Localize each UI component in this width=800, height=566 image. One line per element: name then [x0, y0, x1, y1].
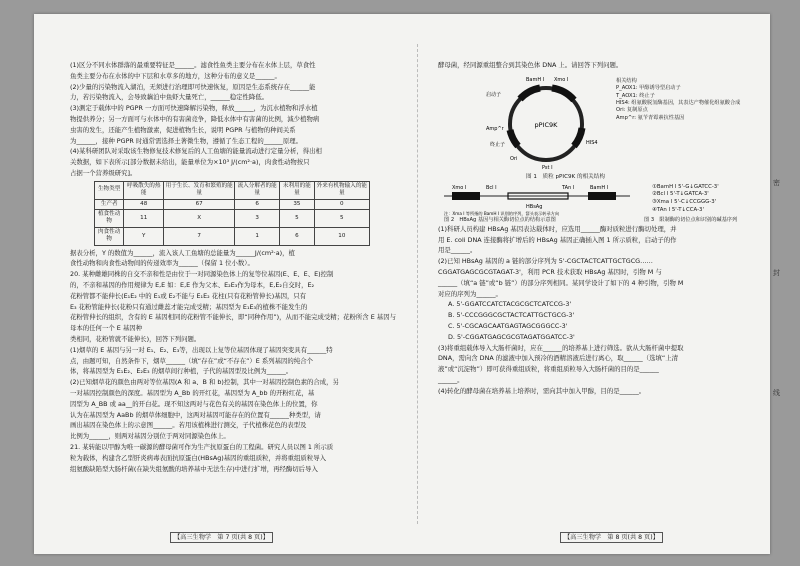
table-row — [95, 199, 370, 209]
q21-intro: 酵母菌，经同源重组整合到其染色体 DNA 上。请回答下列问题。 — [438, 61, 623, 69]
question-line: (4)转化的酵母菌在培养基上培养时，需向其中加入甲醇，目的是______。 — [438, 386, 646, 395]
gene-map-diagram — [438, 182, 638, 216]
svg-text:Xmo I: Xmo I — [452, 184, 467, 191]
side-mark-feng: 封 — [773, 269, 780, 277]
legend-item: Ori: 复制原点 — [616, 107, 648, 114]
table-cell: 1 — [235, 227, 280, 245]
label-ori: Ori — [510, 155, 518, 162]
legend-item: HIS4: 组氨酸脱氢酶基因，其表达产物催化组氨酸合成 — [616, 100, 741, 107]
bamhi-block — [588, 192, 616, 200]
side-mark-xian: 线 — [773, 389, 780, 397]
question-line: CGGATGAGCGCGTAGAT-3'，利用 PCR 技术获取 HBsAg 基因时，引物 M 与 — [438, 267, 662, 276]
label-xmoi: Xmo I — [554, 76, 569, 83]
question-line: 21. 某转能以甲醇为唯一碳源的酵母菌可作为生产抗原蛋白的工程菌。研究人员以图 1 所示质 — [70, 442, 334, 451]
table-header: 生物类型 — [95, 181, 124, 199]
question-line: 认为在基因型为 AaBb 的烟草体细胞中，这两对基因可能存在的位置有______种类型，请 — [70, 410, 321, 419]
svg-text:HBsAg: HBsAg — [526, 203, 543, 210]
question-line: D. 5'-CGGATGAGCGCGTAGATGGATCC-3' — [448, 332, 575, 341]
question-line: C. 5'-CGCAGCAATGAGTAGCGGGCC-3' — [448, 321, 568, 330]
label-psti: Pst I — [542, 164, 553, 171]
question-line: B. 5'-CCCGGGCGCTACTCATTGCTGCG-3' — [448, 311, 575, 320]
question-line: 食性动物和肉食性动物间的传递效率为______（保留 1 位小数）。 — [70, 259, 254, 268]
legend-item: T_AOX1: 终止子 — [616, 92, 655, 99]
svg-text:TAn I: TAn I — [562, 184, 575, 191]
exam-sheet — [34, 14, 770, 554]
question-line: ______（填“a 链”或“b 链”）的部分序列相同。某同学设计了如下的 4 种引物，引物 M — [438, 278, 684, 287]
question-line: 对应的序列为______。 — [438, 289, 502, 298]
legend-item: P_AOX1: 甲醇诱导型启动子 — [616, 85, 681, 92]
question-line: 花粉管都不能伸长(E₁E₂ 中的 E₁或 E₂不能与 E₁E₂ 花柱(只有花粉管伸长)基因，只有 — [70, 291, 307, 300]
legend-item: Amp^r: 氨苄青霉素抗性基因 — [616, 114, 685, 121]
question-line: 体，将基因型为 E₁E₂、E₂E₃ 的烟草间行种植，子代的基因型及比例为______。 — [70, 367, 293, 376]
table-cell: 67 — [164, 199, 235, 209]
table-cell: 7 — [164, 227, 235, 245]
right-page — [438, 60, 762, 397]
page7-footer: 【高三生物学 第 7 页(共 8 页)】 — [170, 532, 273, 543]
question-line: 粒为载体，构建含乙型肝炎病毒表面抗原蛋白(HBsAg)基因的重组质粒，并将重组质粒导入 — [70, 453, 326, 462]
svg-text:注：Xma I 等所指的 BamH I 识别的序列，箭头表示: 注：Xma I 等所指的 BamH I 识别的序列，箭头表示转录方向 — [444, 210, 560, 216]
label-ampr: Amp^r — [486, 125, 504, 132]
question-line: 据表分析，Y 的数值为______，流入该人工鱼塘的总能量为______J/(cm²·a)，植 — [70, 248, 295, 257]
table-cell: 植食性动物 — [95, 209, 124, 227]
plasmid-legend — [616, 78, 756, 122]
question-line: (2)已知烟草花的颜色由两对等位基因(A 和 a、B 和 b)控制，其中一对基因控制色素的合成，另 — [70, 378, 339, 387]
question-line: 为______，接种 PGPR 时通常需选择土著微生物，遵循了生态工程的______原理。 — [70, 136, 303, 145]
question-line: 物提供养分；另一方面可与水体中的有害菌竞争，降低水体中有害菌的比例，減少植物病 — [70, 114, 320, 123]
table-row — [95, 209, 370, 227]
table-cell: 3 — [235, 209, 280, 227]
question-line: 一对基因控制颜色的深度。基因型为 A_Bb 的开红花，基因型为 A_bb 的开粉红花，基 — [70, 388, 315, 397]
question-line: (2)少量的污染物流入湖泊，无须进行治理即可快速恢复，原因是生态系统存在______能 — [70, 82, 316, 91]
question-line: 画出基因在染色体上的示意图______。若用该植株进行测交，子代植株花色的表型及 — [70, 421, 307, 430]
table-header: 外来有机物输入的能量 — [314, 181, 369, 199]
plasmid-name: pPIC9K — [534, 120, 558, 129]
figure3-caption: 图 3 限制酶的切位点和识别的碱基序列 — [644, 216, 738, 223]
table-header: 呼吸散失的热能 — [124, 181, 164, 199]
question-line: 鱼类主要分布在水体的中下层和水草多的地方，这种分布的意义是______。 — [70, 71, 281, 80]
question-line: 20. 某种雌雄同株的自交不亲和性是由位于一对同源染色体上的复等位基因(E、E、E、E)控制 — [70, 270, 334, 279]
table-header: 流入分解者的能量 — [235, 181, 280, 199]
table-cell: 6 — [235, 199, 280, 209]
xmoi-block — [452, 192, 480, 200]
label-bamhi: BamH I — [526, 76, 545, 83]
question-line: 关数据，如下表所示[部分数据未给出，能量单位为×10³ J/(cm²·a)，肉食性动物按只 — [70, 158, 310, 167]
side-mark-mi: 密 — [773, 179, 780, 187]
enzyme-item: ②Bcl I 5'-T↓GATCA-3' — [652, 191, 709, 198]
label-terminator: 终止子 — [490, 141, 506, 148]
question-line: 组氨酸缺陷型大肠杆菌(在缺失组氨酸的培养基中无法生存)中进行扩增，再经酶切后导入 — [70, 464, 318, 473]
question-line: (3)将重组载体导入大肠杆菌时，应在______的培养基上进行筛选。欲从大肠杆菌中提取 — [438, 343, 684, 352]
table-cell: 10 — [314, 227, 369, 245]
question-line: DNA，需向含 DNA 的滤液中加入预冷的酒精溶液后进行离心，取______（选填“上清 — [438, 354, 679, 363]
question-line: 点，由题可知，自然条件下，烟草______（填“存在”或“不存在”）E 系列基因的纯合个 — [70, 356, 313, 365]
question-line: (1)科研人员构建 HBsAg 基因表达载体时，应选用______酶对质粒进行酶切处理，并 — [438, 224, 677, 233]
enzyme-list — [652, 184, 719, 214]
question-line: 液”或“沉淀物”）即可获得重组质粒，将重组质粒导入大肠杆菌的目的是______ — [438, 365, 659, 374]
table-cell: 48 — [124, 199, 164, 209]
enzyme-item: ①BamH I 5'-G↓GATCC-3' — [652, 183, 719, 190]
energy-table — [94, 181, 370, 246]
table-cell: 6 — [280, 227, 315, 245]
question-line: 因型为 A_BB 或 aa__的开白花。现不知这两对与花色有关的基因在染色体上的位置，你 — [70, 399, 318, 408]
table-cell: Y — [124, 227, 164, 245]
table-cell: 生产者 — [95, 199, 124, 209]
label-his4: HIS4 — [586, 139, 598, 146]
question-line: 用是______。 — [438, 246, 477, 255]
svg-text:BamH I: BamH I — [590, 184, 609, 191]
question-line: 的，不亲和基因的作用规律为 E,E 如：E,E 作为父本、E₂E₃作为母本，E,E₂自交时，E₂ — [70, 281, 315, 289]
question-line: (2)已知 HBsAg 基因的 a 链的部分序列为 5'-CGCTACTCATTGCTGCG…… — [438, 257, 653, 266]
question-line: E₃ 花粉管能伸长(花粉只有通过雌蕊才能完成受精；基因型为 E₁E₃的植株不能发生的 — [70, 302, 308, 311]
question-line: (4)某科研团队对采取该生物修复技术修复后的人工鱼塘的能量流动进行定量分析，得出相 — [70, 147, 322, 156]
figure1-caption: 图 1 质粒 pPIC9K 的相关结构 — [526, 173, 605, 180]
table-cell: 11 — [124, 209, 164, 227]
figure2-caption: 图 2 HBsAg 基因与相关酶切位点的结构示意图 — [444, 216, 556, 223]
svg-text:Bcl I: Bcl I — [486, 184, 497, 191]
table-header: 用于生长、发育和繁殖的能量 — [164, 181, 235, 199]
legend-title: 相关结构 — [616, 77, 637, 84]
question-line: ______。 — [438, 375, 464, 384]
fold-line — [417, 44, 418, 524]
question-line: 类相同，花粉管就不能伸长)，回答下列问题。 — [70, 334, 201, 343]
table-header: 未利用的能量 — [280, 181, 315, 199]
left-page — [70, 60, 396, 474]
question-line: (1)烟草的 E 基因与另一对 E₁、E₂、E₃等，出现以上复等位基因体现了基因突变具有______特 — [70, 345, 333, 354]
question-line: 比例为______，则两对基因分别位于两对同源染色体上。 — [70, 432, 230, 441]
question-line: 占据一个营养级研究]。 — [70, 168, 137, 177]
table-cell: 5 — [314, 209, 369, 227]
table-cell: 肉食性动物 — [95, 227, 124, 245]
table-cell: 0 — [314, 199, 369, 209]
question-line: 力，若污染物流入，会导致藕泊中鱼虾大量死亡，______稳定性降低。 — [70, 93, 269, 102]
question-line: (1)区分不同水体群落的最重要特征是______。滤食性鱼类主要分布在水体上层，草食性 — [70, 61, 316, 69]
question-line: 用 E. coli DNA 连接酶将扩增后的 HBsAg 基因正确插入图 1 所示质粒，启动子的作 — [438, 235, 677, 244]
plasmid-diagram — [476, 72, 616, 172]
label-promoter: 启动子 — [486, 91, 502, 98]
table-row — [95, 227, 370, 245]
enzyme-item: ④TAn I 5'-T↓CCA-3' — [652, 206, 704, 213]
table-cell: X — [164, 209, 235, 227]
question-line: A. 5'-GGATCCATCTACGCGCTCATCCG-3' — [448, 300, 572, 309]
question-line: (3)测定于载体中的 PGPR 一方面可快速降解污染物，释放______，为沉水植物和浮水植 — [70, 104, 318, 113]
table-cell: 35 — [280, 199, 315, 209]
enzyme-item: ③Xma I 5'-C↓CCGGG-3' — [652, 198, 717, 205]
figure-area — [438, 72, 762, 224]
question-line: 花粉管伸长的组织，含有的 E 基因相同的花粉管不能伸长，即“同种作用”)，从而不能完成受精；花粉所含 E 基因与母本的任何一个 E 基因种 — [70, 313, 396, 333]
table-cell: 5 — [280, 209, 315, 227]
page8-footer: 【高三生物学 第 8 页(共 8 页)】 — [560, 532, 663, 543]
question-line: 虫害的发生，还能产生植物激素，促进植物生长，说明 PGPR 与植物的种间关系 — [70, 125, 296, 134]
